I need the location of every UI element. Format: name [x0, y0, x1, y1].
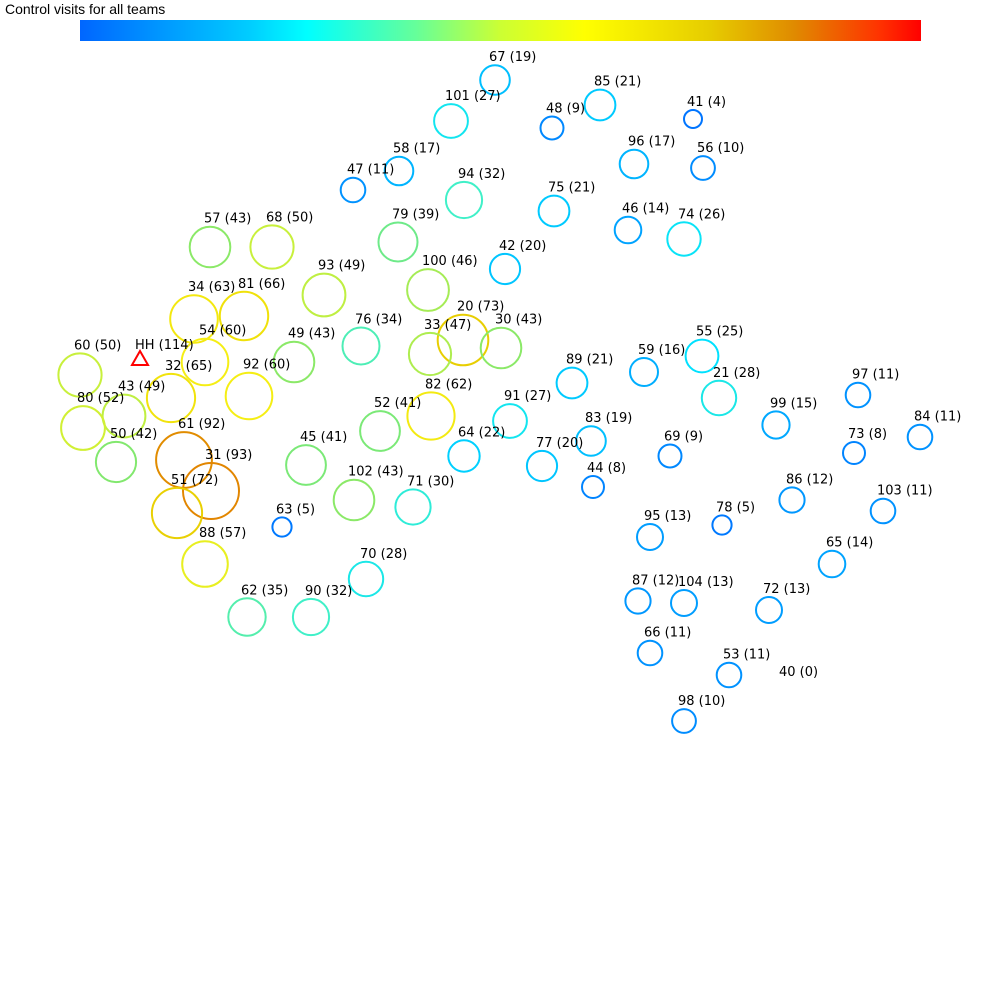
control-marker-73	[843, 442, 865, 464]
control-label-31: 31 (93)	[205, 448, 253, 463]
control-label-56: 56 (10)	[697, 141, 745, 157]
control-marker-88	[182, 541, 228, 587]
control-label-21: 21 (28)	[713, 365, 761, 381]
control-marker-41	[684, 110, 702, 128]
control-marker-85	[585, 90, 616, 121]
control-marker-65	[819, 551, 846, 578]
control-marker-98	[672, 709, 696, 733]
control-label-93: 93 (49)	[318, 258, 366, 274]
control-label-71: 71 (30)	[407, 474, 455, 490]
control-label-78: 78 (5)	[716, 500, 756, 516]
control-label-50: 50 (42)	[110, 426, 158, 442]
control-label-61: 61 (92)	[178, 417, 226, 433]
control-marker-74	[667, 222, 700, 255]
control-marker-57	[190, 227, 231, 268]
control-label-49: 49 (43)	[288, 326, 336, 342]
control-label-48: 48 (9)	[546, 101, 586, 117]
control-label-87: 87 (12)	[632, 573, 680, 589]
control-label-75: 75 (21)	[548, 180, 596, 196]
control-marker-56	[691, 156, 715, 180]
control-label-46: 46 (14)	[622, 201, 670, 217]
control-label-101: 101 (27)	[445, 89, 501, 105]
control-marker-45	[286, 445, 326, 485]
chart-title: Control visits for all teams	[5, 1, 166, 17]
control-label-73: 73 (8)	[848, 426, 888, 442]
control-marker-80	[61, 406, 105, 450]
control-marker-70	[349, 562, 383, 596]
control-label-77: 77 (20)	[536, 435, 584, 451]
control-marker-101	[434, 104, 468, 138]
control-label-68: 68 (50)	[266, 210, 314, 226]
control-marker-90	[293, 599, 329, 635]
control-label-30: 30 (43)	[495, 312, 543, 328]
control-label-102: 102 (43)	[348, 464, 404, 480]
control-label-76: 76 (34)	[355, 312, 403, 328]
control-label-70: 70 (28)	[360, 546, 408, 562]
control-marker-63	[272, 517, 291, 536]
control-label-97: 97 (11)	[852, 367, 900, 383]
control-label-104: 104 (13)	[678, 575, 734, 591]
control-label-63: 63 (5)	[276, 502, 316, 518]
control-label-40: 40 (0)	[779, 665, 819, 680]
control-label-57: 57 (43)	[204, 211, 252, 227]
control-marker-77	[527, 451, 557, 481]
control-label-103: 103 (11)	[877, 483, 933, 499]
control-label-86: 86 (12)	[786, 472, 834, 488]
control-label-83: 83 (19)	[585, 411, 633, 427]
control-marker-75	[539, 196, 570, 227]
control-label-52: 52 (41)	[374, 396, 422, 412]
control-marker-72	[756, 597, 782, 623]
control-label-65: 65 (14)	[826, 535, 874, 551]
control-marker-44	[582, 476, 604, 498]
control-marker-48	[541, 117, 564, 140]
control-label-72: 72 (13)	[763, 582, 811, 598]
control-label-98: 98 (10)	[678, 694, 726, 710]
control-label-62: 62 (35)	[241, 583, 289, 599]
control-marker-93	[303, 274, 346, 317]
control-marker-84	[908, 425, 933, 450]
control-label-96: 96 (17)	[628, 134, 676, 150]
control-label-84: 84 (11)	[914, 409, 962, 425]
control-marker-76	[343, 328, 380, 365]
control-label-88: 88 (57)	[199, 526, 247, 542]
control-marker-102	[334, 480, 375, 521]
control-label-43: 43 (49)	[118, 379, 166, 395]
control-marker-50	[96, 442, 136, 482]
control-marker-66	[638, 641, 663, 666]
control-label-81: 81 (66)	[238, 276, 286, 292]
control-marker-62	[228, 598, 265, 635]
control-marker-86	[779, 487, 804, 512]
control-marker-53	[717, 663, 742, 688]
control-marker-42	[490, 254, 520, 284]
control-marker-47	[341, 178, 366, 203]
control-label-58: 58 (17)	[393, 141, 441, 157]
control-label-67: 67 (19)	[489, 50, 537, 66]
control-marker-68	[250, 225, 293, 268]
control-label-53: 53 (11)	[723, 647, 771, 663]
control-label-90: 90 (32)	[305, 583, 353, 599]
control-marker-103	[871, 499, 896, 524]
control-label-20: 20 (73)	[457, 299, 505, 315]
control-label-95: 95 (13)	[644, 509, 692, 525]
control-label-94: 94 (32)	[458, 166, 506, 182]
control-label-79: 79 (39)	[392, 207, 440, 223]
control-marker-89	[557, 368, 588, 399]
control-marker-64	[448, 440, 479, 471]
control-marker-87	[625, 588, 650, 613]
control-marker-31	[183, 463, 239, 519]
control-label-54: 54 (60)	[199, 323, 247, 339]
control-label-89: 89 (21)	[566, 352, 614, 368]
control-label-74: 74 (26)	[678, 207, 726, 223]
control-label-45: 45 (41)	[300, 430, 348, 446]
control-marker-92	[226, 373, 273, 420]
control-label-34: 34 (63)	[188, 280, 236, 296]
control-marker-33	[409, 333, 451, 375]
control-label-91: 91 (27)	[504, 389, 552, 405]
control-marker-94	[446, 182, 482, 218]
control-label-82: 82 (62)	[425, 377, 473, 393]
control-marker-21	[702, 381, 736, 415]
control-label-99: 99 (15)	[770, 396, 818, 412]
control-label-92: 92 (60)	[243, 357, 291, 373]
control-label-69: 69 (9)	[664, 429, 704, 445]
control-label-80: 80 (52)	[77, 391, 125, 407]
control-label-51: 51 (72)	[171, 472, 219, 488]
control-marker-97	[846, 383, 871, 408]
control-label-41: 41 (4)	[687, 95, 727, 111]
control-label-100: 100 (46)	[422, 254, 478, 270]
control-marker-100	[407, 269, 449, 311]
control-label-66: 66 (11)	[644, 625, 692, 641]
control-label-59: 59 (16)	[638, 343, 686, 359]
control-label-33: 33 (47)	[424, 317, 472, 333]
control-marker-99	[762, 411, 789, 438]
control-label-44: 44 (8)	[587, 460, 627, 476]
start-marker	[132, 351, 148, 365]
control-label-85: 85 (21)	[594, 74, 642, 90]
control-label-47: 47 (11)	[347, 162, 395, 178]
control-label-64: 64 (22)	[458, 425, 506, 441]
control-label-32: 32 (65)	[165, 358, 213, 374]
control-label-60: 60 (50)	[74, 338, 122, 354]
control-marker-71	[395, 489, 430, 524]
control-marker-52	[360, 411, 400, 451]
control-marker-78	[712, 515, 731, 534]
control-marker-69	[659, 445, 682, 468]
start-label: HH (114)	[135, 338, 194, 353]
control-marker-46	[615, 217, 642, 244]
control-marker-95	[637, 524, 663, 550]
control-marker-59	[630, 358, 658, 386]
control-marker-96	[620, 150, 649, 179]
control-marker-79	[379, 223, 418, 262]
control-marker-104	[671, 590, 697, 616]
control-label-55: 55 (25)	[696, 324, 744, 340]
control-label-42: 42 (20)	[499, 238, 547, 254]
